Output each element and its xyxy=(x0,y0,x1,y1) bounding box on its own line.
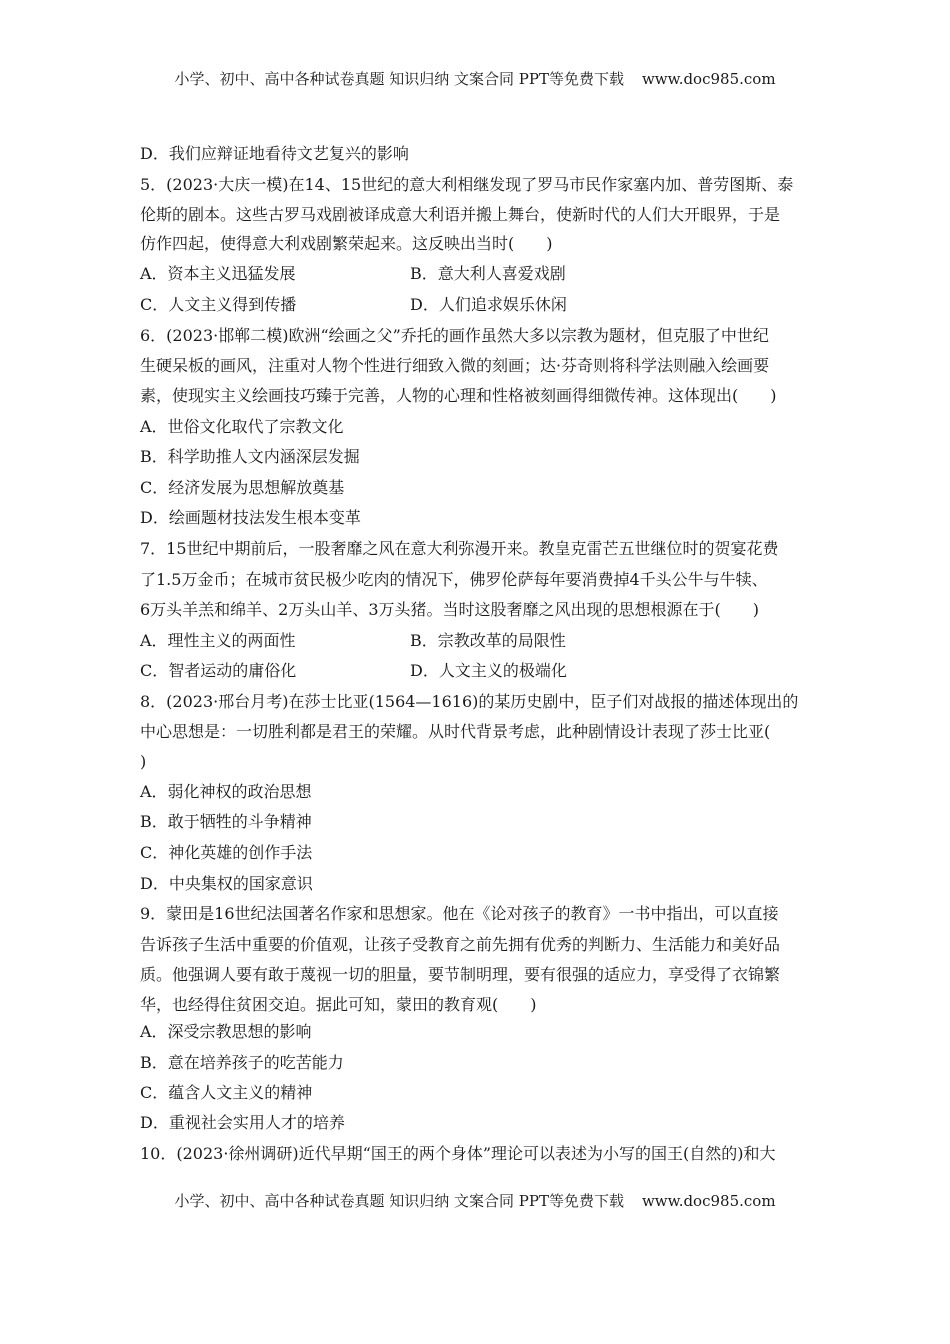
q9-option-d: D．重视社会实用人才的培养 xyxy=(140,1113,345,1132)
q8-option-a: A．弱化神权的政治思想 xyxy=(140,782,312,801)
q9-option-a: A．深受宗教思想的影响 xyxy=(140,1022,312,1041)
q7-stem-line-3: 6万头羊羔和绵羊、2万头山羊、3万头猪。当时这股奢靡之风出现的思想根源在于( ) xyxy=(140,600,760,619)
q10-stem-line-1: 10．(2023·徐州调研)近代早期“国王的两个身体”理论可以表述为小写的国王(自然的)和大 xyxy=(140,1144,776,1163)
q6-stem-line-2: 生硬呆板的画风，注重对人物个性进行细致入微的刻画；达·芬奇则将科学法则融入绘画要 xyxy=(140,356,770,375)
footer-url[interactable]: www.doc985.com xyxy=(641,1192,776,1210)
q9-stem-line-4: 华，也经得住贫困交迫。据此可知，蒙田的教育观( ) xyxy=(140,995,537,1014)
q6-stem-line-1: 6．(2023·邯郸二模)欧洲“绘画之父”乔托的画作虽然大多以宗教为题材，但克服了中世纪 xyxy=(140,326,769,345)
q5-option-a: A．资本主义迅猛发展 xyxy=(140,264,296,283)
q8-stem-line-2: 中心思想是：一切胜利都是君王的荣耀。从时代背景考虑，此种剧情设计表现了莎士比亚( xyxy=(140,722,771,741)
q8-stem-line-1: 8．(2023·邢台月考)在莎士比亚(1564—1616)的某历史剧中，臣子们对战报的描述体现出的 xyxy=(140,692,799,711)
q7-option-a: A．理性主义的两面性 xyxy=(140,631,296,650)
q8-option-b: B．敢于牺牲的斗争精神 xyxy=(140,812,312,831)
page-header xyxy=(0,68,950,89)
q6-stem-line-3: 素，使现实主义绘画技巧臻于完善，人物的心理和性格被刻画得细微传神。这体现出( ) xyxy=(140,386,777,405)
q5-stem-line-3: 仿作四起，使得意大利戏剧繁荣起来。这反映出当时( ) xyxy=(140,234,553,253)
q9-stem-line-1: 9．蒙田是16世纪法国著名作家和思想家。他在《论对孩子的教育》一书中指出，可以直接 xyxy=(140,904,779,923)
q8-option-d: D．中央集权的国家意识 xyxy=(140,874,313,893)
q5-option-c: C．人文主义得到传播 xyxy=(140,295,297,314)
q9-option-b: B．意在培养孩子的吃苦能力 xyxy=(140,1053,344,1072)
q9-stem-line-2: 告诉孩子生活中重要的价值观，让孩子受教育之前先拥有优秀的判断力、生活能力和美好品 xyxy=(140,935,781,954)
footer-text: 小学、初中、高中各种试卷真题 知识归纳 文案合同 PPT等免费下载 xyxy=(174,1192,624,1210)
q6-option-b: B．科学助推人文内涵深层发掘 xyxy=(140,447,360,466)
q7-stem-line-1: 7．15世纪中期前后，一股奢靡之风在意大利弥漫开来。教皇克雷芒五世继位时的贺宴花费 xyxy=(140,539,779,558)
q7-option-b: B．宗教改革的局限性 xyxy=(410,631,566,650)
page-footer xyxy=(0,1190,950,1211)
q8-stem-line-3: ) xyxy=(140,752,147,771)
q9-stem-line-3: 质。他强调人要有敢于蔑视一切的胆量，要节制明理，要有很强的适应力，享受得了衣锦繁 xyxy=(140,965,781,984)
q7-stem-line-2: 了1.5万金币；在城市贫民极少吃肉的情况下，佛罗伦萨每年要消费掉4千头公牛与牛犊、 xyxy=(140,570,768,589)
q5-stem-line-1: 5．(2023·大庆一模)在14、15世纪的意大利相继发现了罗马市民作家塞内加、普劳图斯、泰 xyxy=(140,175,794,194)
q4-option-d: D．我们应辩证地看待文艺复兴的影响 xyxy=(140,144,409,163)
q5-option-d: D．人们追求娱乐休闲 xyxy=(410,295,567,314)
header-text: 小学、初中、高中各种试卷真题 知识归纳 文案合同 PPT等免费下载 xyxy=(174,70,624,88)
q7-option-c: C．智者运动的庸俗化 xyxy=(140,661,297,680)
q5-stem-line-2: 伦斯的剧本。这些古罗马戏剧被译成意大利语并搬上舞台，使新时代的人们大开眼界，于是 xyxy=(140,205,781,224)
q5-option-b: B．意大利人喜爱戏剧 xyxy=(410,264,566,283)
q8-option-c: C．神化英雄的创作手法 xyxy=(140,843,313,862)
q6-option-a: A．世俗文化取代了宗教文化 xyxy=(140,417,344,436)
q9-option-c: C．蕴含人文主义的精神 xyxy=(140,1083,313,1102)
q6-option-c: C．经济发展为思想解放奠基 xyxy=(140,478,345,497)
q6-option-d: D．绘画题材技法发生根本变革 xyxy=(140,508,361,527)
header-url[interactable]: www.doc985.com xyxy=(641,70,776,88)
q7-option-d: D．人文主义的极端化 xyxy=(410,661,567,680)
